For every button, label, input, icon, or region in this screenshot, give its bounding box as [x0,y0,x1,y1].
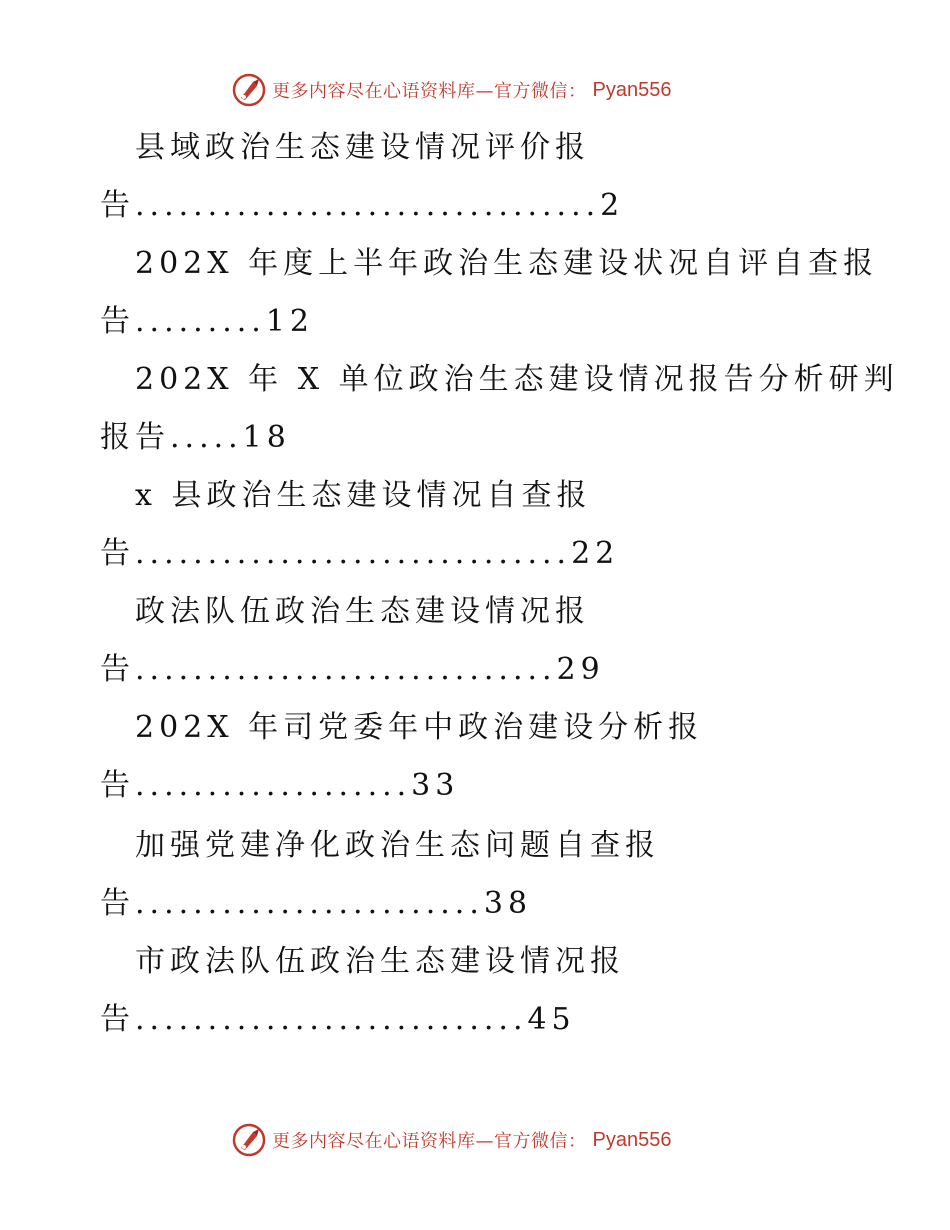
toc-entry-title: 市政法队伍政治生态建设情况报 [135,944,625,979]
watermark-banner-top [232,72,732,108]
toc-entry-page: 告..............................22 [100,536,620,571]
toc-entry-page: 告.............................29 [100,652,605,687]
toc-entry-page: 告........................38 [100,886,533,921]
toc-entry-title: 加强党建净化政治生态问题自查报 [135,828,660,863]
toc-entry-page: 报告.....18 [100,420,291,455]
watermark-banner-bottom [232,1122,732,1158]
watermark-text: 更多内容尽在心语资料库—官方微信： [272,81,587,102]
toc-entry-page: 告...........................45 [100,1002,576,1037]
toc-entry-title: x 县政治生态建设情况自查报 [135,478,592,513]
toc-entry-title: 政法队伍政治生态建设情况报 [135,594,590,629]
toc-entry-title: 202X 年 X 单位政治生态建设情况报告分析研判 [135,362,899,397]
toc-entry-title: 202X 年度上半年政治生态建设状况自评自查报 [135,246,879,281]
quill-logo-icon [232,1123,266,1157]
toc-entry-title: 202X 年司党委年中政治建设分析报 [135,710,704,745]
quill-logo-icon [232,73,266,107]
watermark-handle: Pyan556 [592,78,672,101]
watermark-text: 更多内容尽在心语资料库—官方微信： [272,1131,587,1152]
toc-entry-page: 告...................33 [100,768,460,803]
toc-entry-title: 县域政治生态建设情况评价报 [135,130,590,165]
watermark-handle: Pyan556 [592,1128,672,1151]
toc-entry-page: 告.........12 [100,304,314,339]
toc-entry-page: 告................................2 [100,188,625,223]
